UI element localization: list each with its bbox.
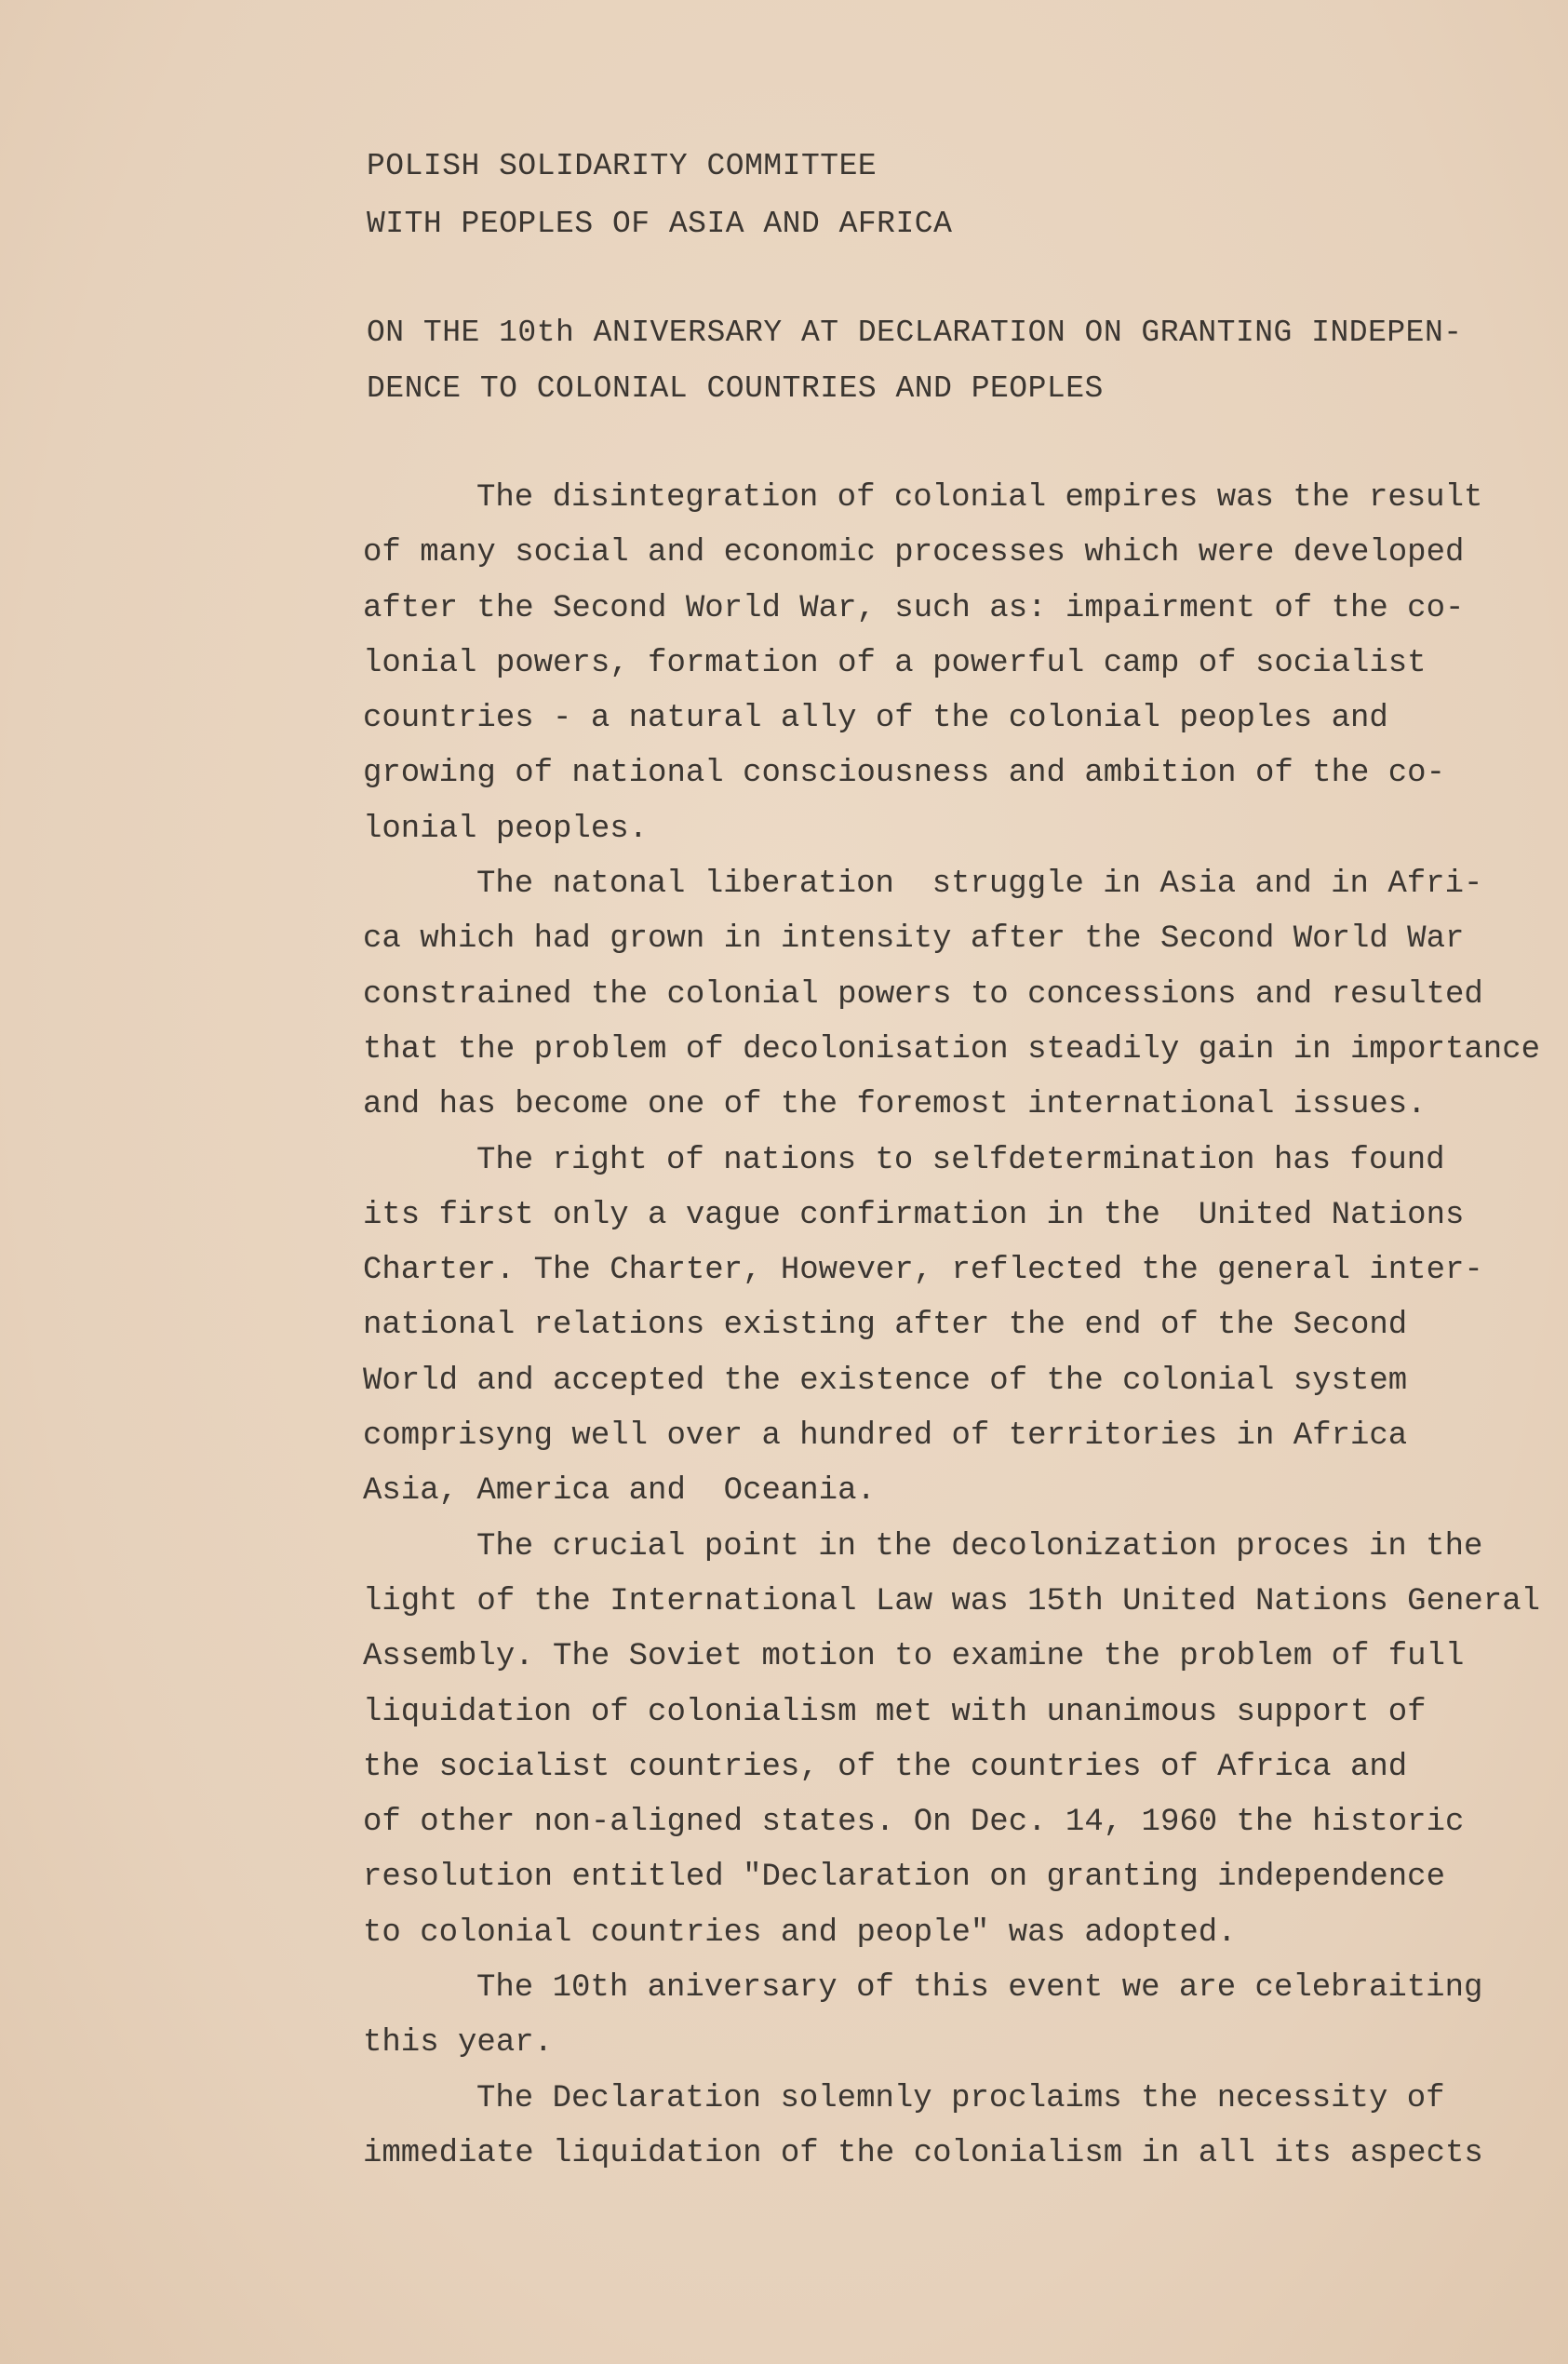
text-line: this year. (363, 2025, 554, 2062)
text-line: the socialist countries, of the countries of Africa and (363, 1749, 1408, 1785)
text-line: The disintegration of colonial empires was the result (476, 480, 1483, 516)
org-line-2: WITH PEOPLES OF ASIA AND AFRICA (367, 207, 953, 241)
org-line-1: POLISH SOLIDARITY COMMITTEE (367, 149, 878, 183)
text-line: constrained the colonial powers to concessions and resulted (363, 976, 1483, 1013)
text-line: of many social and economic processes which were developed (363, 535, 1465, 571)
paragraph (363, 471, 1540, 857)
text-line: that the problem of decolonisation steadily gain in importance (363, 1031, 1541, 1068)
text-line: immediate liquidation of the colonialism in all its aspects (363, 2135, 1483, 2171)
paragraph (363, 857, 1540, 1133)
paragraph (363, 1520, 1540, 1961)
paragraph (363, 2072, 1540, 2183)
document-title (367, 305, 1463, 417)
text-line: Assembly. The Soviet motion to examine the problem of full (363, 1639, 1465, 1675)
text-line: resolution entitled "Declaration on granting independence (363, 1860, 1445, 1896)
text-line: after the Second World War, such as: impairment of the co- (363, 590, 1465, 626)
text-line: lonial peoples. (363, 811, 649, 847)
text-line: its first only a vague confirmation in the United Nations (363, 1197, 1465, 1233)
text-line: Asia, America and Oceania. (363, 1473, 876, 1510)
organization-header (367, 138, 952, 253)
text-line: Charter. The Charter, However, reflected the general inter- (363, 1253, 1483, 1289)
text-line: growing of national consciousness and ambition of the co- (363, 756, 1445, 792)
text-line: countries - a natural ally of the colonial peoples and (363, 701, 1388, 737)
text-line: The 10th aniversary of this event we are celebraiting (476, 1970, 1483, 2007)
text-line: The crucial point in the decolonization proces in the (476, 1528, 1483, 1565)
text-line: national relations existing after the end of the Second (363, 1308, 1408, 1344)
text-line: light of the International Law was 15th United Nations General (363, 1583, 1541, 1619)
text-line: and has become one of the foremost international issues. (363, 1087, 1427, 1123)
text-line: World and accepted the existence of the colonial system (363, 1363, 1408, 1399)
text-line: liquidation of colonialism met with unanimous support of (363, 1694, 1427, 1730)
text-line: The right of nations to selfdetermination has found (476, 1142, 1445, 1178)
paragraph (363, 1961, 1540, 2072)
text-line: lonial powers, formation of a powerful camp of socialist (363, 645, 1427, 681)
text-line: The natonal liberation struggle in Asia and in Afri- (476, 866, 1483, 903)
text-line: The Declaration solemnly proclaims the necessity of (476, 2080, 1445, 2116)
title-line-1: ON THE 10th ANIVERSARY AT DECLARATION ON GRANTING INDEPEN- (367, 316, 1463, 350)
document-body (363, 471, 1540, 2182)
text-line: to colonial countries and people" was adopted. (363, 1914, 1237, 1951)
text-line: of other non-aligned states. On Dec. 14, 1960 the historic (363, 1805, 1465, 1841)
text-line: ca which had grown in intensity after the Second World War (363, 921, 1465, 958)
paragraph (363, 1134, 1540, 1520)
title-line-2: DENCE TO COLONIAL COUNTRIES AND PEOPLES (367, 371, 1104, 406)
text-line: comprisyng well over a hundred of territories in Africa (363, 1418, 1408, 1455)
